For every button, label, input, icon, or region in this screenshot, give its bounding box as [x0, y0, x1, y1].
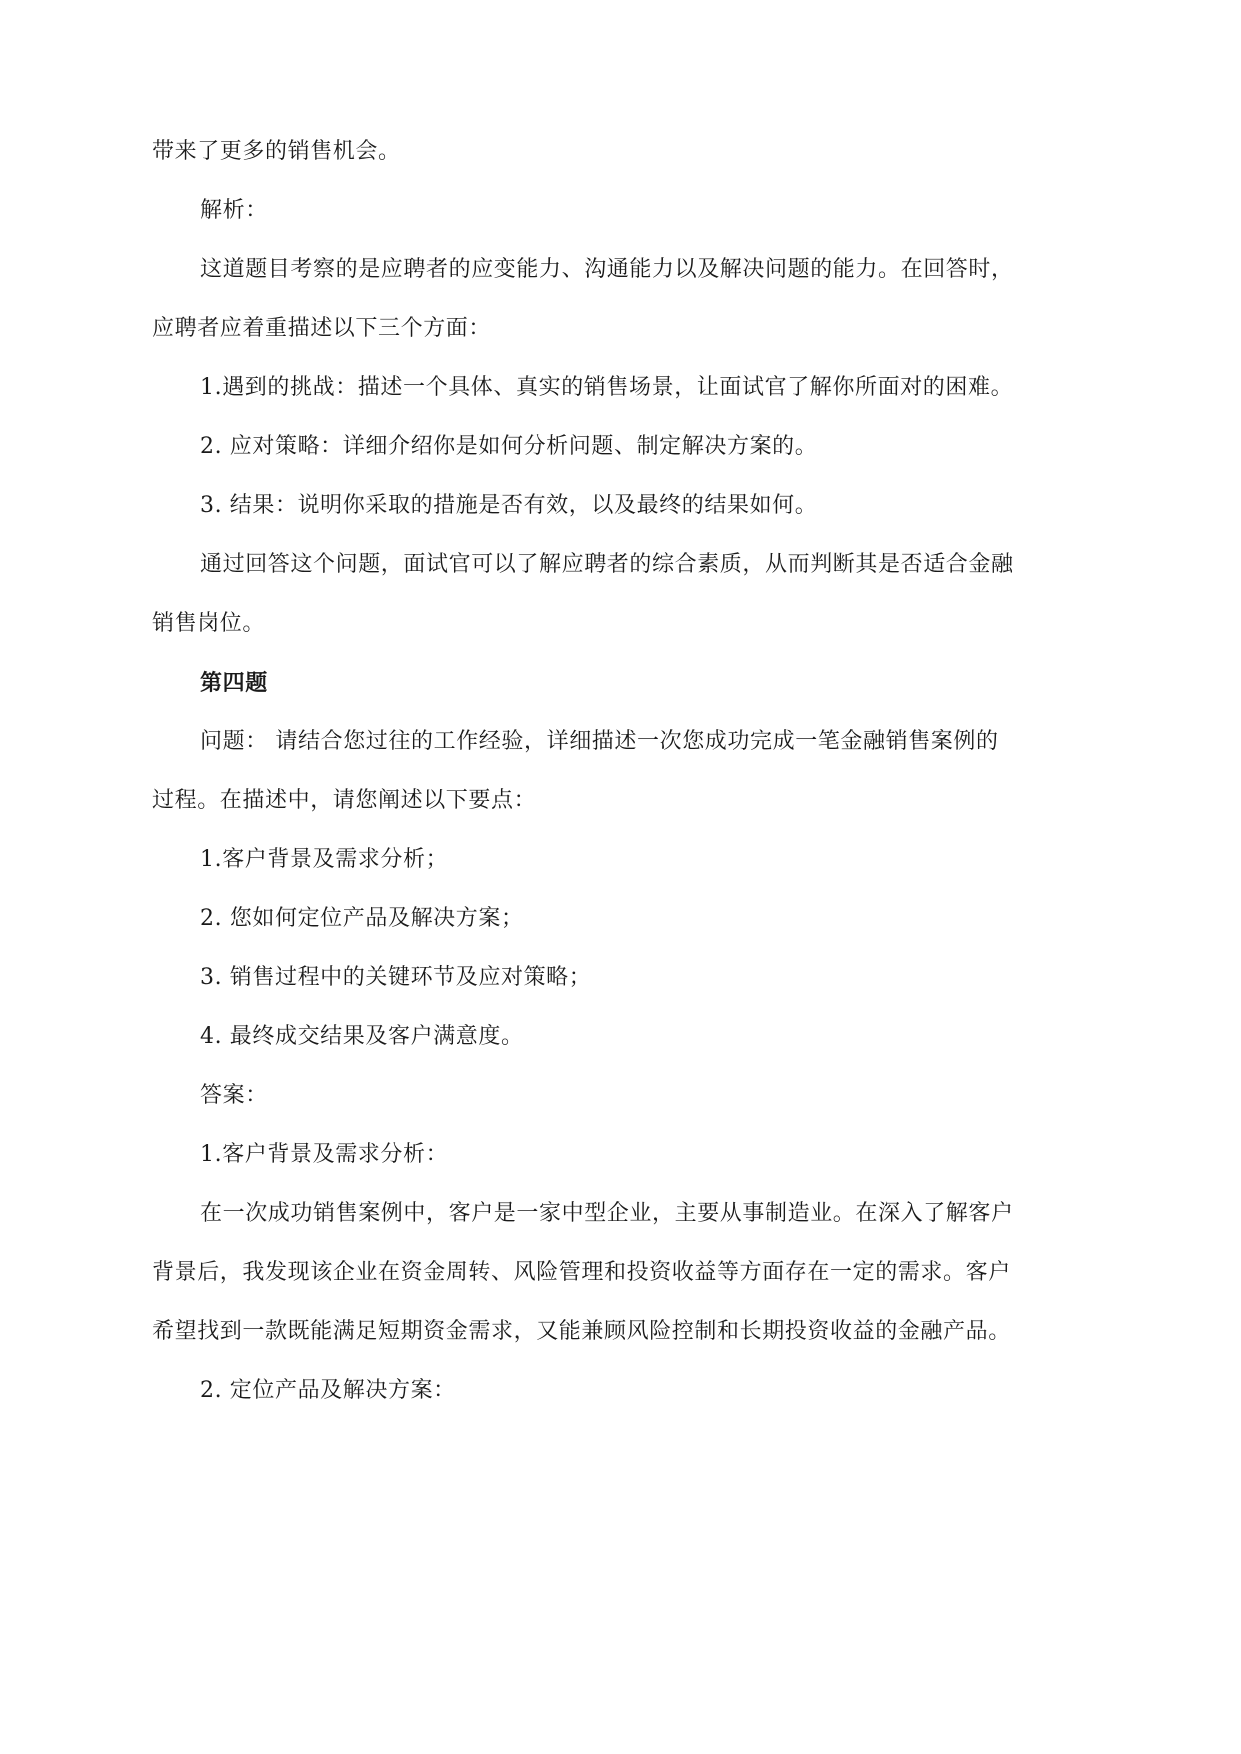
- paragraph-line: 带来了更多的销售机会。: [152, 139, 401, 164]
- answer-subheading: 2. 定位产品及解决方案：: [200, 1378, 456, 1403]
- list-item: 1.遇到的挑战：描述一个具体、真实的销售场景，让面试官了解你所面对的困难。: [200, 375, 1014, 400]
- list-item: 2. 您如何定位产品及解决方案；: [200, 906, 524, 931]
- list-item: 3. 结果：说明你采取的措施是否有效，以及最终的结果如何。: [200, 493, 818, 518]
- paragraph-line: 在一次成功销售案例中，客户是一家中型企业，主要从事制造业。在深入了解客户: [200, 1201, 1014, 1226]
- list-item: 4. 最终成交结果及客户满意度。: [200, 1024, 524, 1049]
- list-item: 1.客户背景及需求分析；: [200, 847, 449, 872]
- paragraph-line: 背景后，我发现该企业在资金周转、风险管理和投资收益等方面存在一定的需求。客户: [152, 1260, 1011, 1285]
- question-line: 过程。在描述中，请您阐述以下要点：: [152, 788, 537, 813]
- question-line: 问题： 请结合您过往的工作经验，详细描述一次您成功完成一笔金融销售案例的: [200, 729, 999, 754]
- paragraph-line: 应聘者应着重描述以下三个方面：: [152, 316, 492, 341]
- paragraph-line: 这道题目考察的是应聘者的应变能力、沟通能力以及解决问题的能力。在回答时，: [200, 257, 1014, 282]
- section-title: 第四题: [200, 670, 268, 696]
- list-item: 2. 应对策略：详细介绍你是如何分析问题、制定解决方案的。: [200, 434, 818, 459]
- list-item: 3. 销售过程中的关键环节及应对策略；: [200, 965, 592, 990]
- answer-heading: 答案：: [200, 1083, 268, 1108]
- paragraph-line: 通过回答这个问题，面试官可以了解应聘者的综合素质，从而判断其是否适合金融: [200, 552, 1014, 577]
- analysis-heading: 解析：: [200, 198, 268, 223]
- paragraph-line: 希望找到一款既能满足短期资金需求，又能兼顾风险控制和长期投资收益的金融产品。: [152, 1319, 1011, 1344]
- paragraph-line: 销售岗位。: [152, 611, 266, 636]
- answer-subheading: 1.客户背景及需求分析：: [200, 1142, 449, 1167]
